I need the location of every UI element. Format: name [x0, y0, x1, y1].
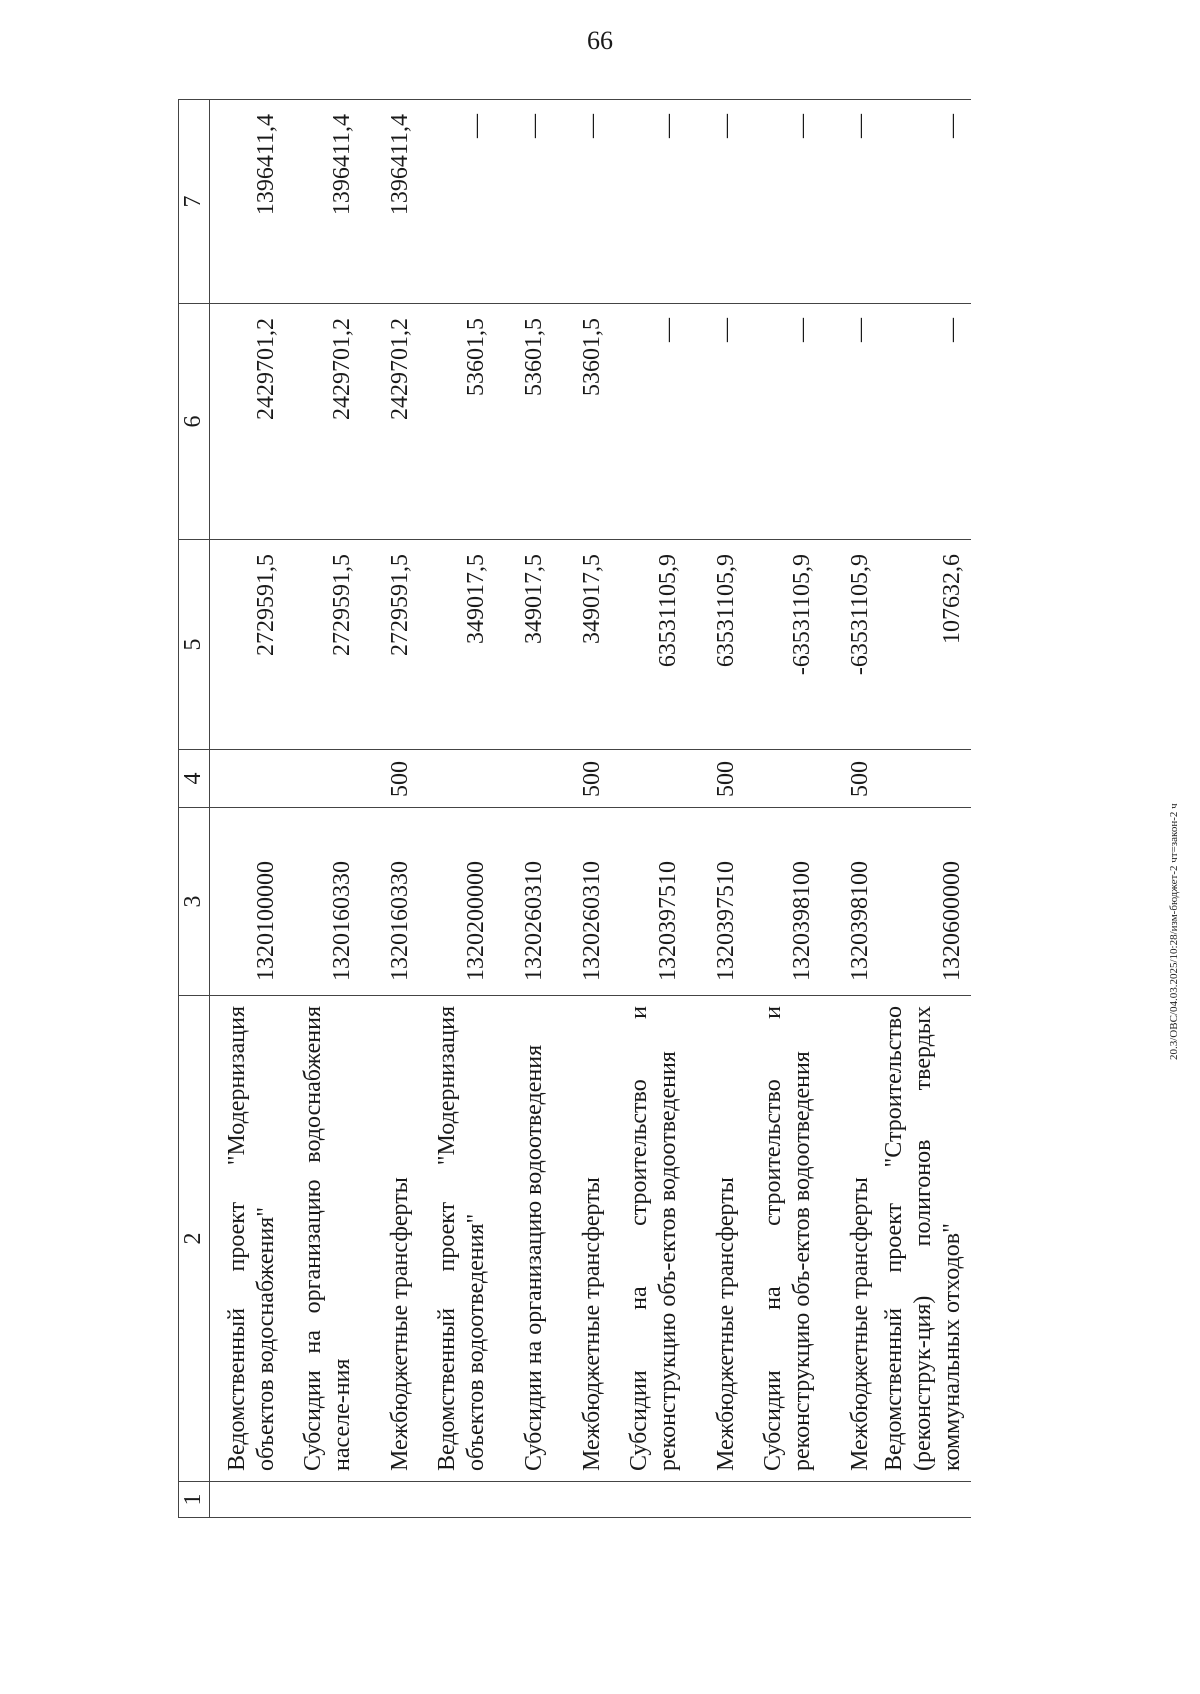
- cell-name: Субсидии на строительство и реконструкцию объ-ектов водоотведения: [746, 996, 822, 1482]
- header-col-6: 6: [179, 304, 210, 540]
- cell-amount-5: -63531105,9: [822, 540, 880, 750]
- cell-amount-5: 2729591,5: [286, 540, 362, 750]
- cell-name: Межбюджетные трансферты: [554, 996, 612, 1482]
- cell-amount-7: 1396411,4: [210, 100, 286, 304]
- cell-col-1: [688, 1482, 746, 1518]
- cell-amount-6: —: [688, 304, 746, 540]
- document-footer-stamp: 20.3/ОВС/04.03.2025/10:28/изм-бюджет-2 чт=закон-2 ч: [1168, 803, 1180, 1060]
- cell-name: Ведомственный проект "Модернизация объектов водоснабжения": [210, 996, 286, 1482]
- cell-code: 1320600000: [880, 808, 972, 996]
- cell-type: 500: [688, 750, 746, 808]
- cell-col-1: [286, 1482, 362, 1518]
- cell-code: 1320200000: [420, 808, 496, 996]
- cell-amount-6: 53601,5: [420, 304, 496, 540]
- cell-col-1: [496, 1482, 554, 1518]
- cell-amount-7: —: [880, 100, 972, 304]
- cell-type: 500: [362, 750, 420, 808]
- cell-amount-6: —: [822, 304, 880, 540]
- cell-amount-7: —: [420, 100, 496, 304]
- table-row: [612, 100, 688, 1518]
- cell-type: [612, 750, 688, 808]
- cell-amount-5: 107632,6: [880, 540, 972, 750]
- table-row: [420, 100, 496, 1518]
- cell-type: 500: [822, 750, 880, 808]
- header-col-1: 1: [179, 1482, 210, 1518]
- cell-col-1: [210, 1482, 286, 1518]
- header-col-4: 4: [179, 750, 210, 808]
- cell-type: [210, 750, 286, 808]
- cell-amount-7: 1396411,4: [286, 100, 362, 304]
- cell-amount-7: —: [496, 100, 554, 304]
- cell-amount-5: -63531105,9: [746, 540, 822, 750]
- cell-amount-6: —: [746, 304, 822, 540]
- cell-name: Субсидии на строительство и реконструкцию объ-ектов водоотведения: [612, 996, 688, 1482]
- cell-code: 1320160330: [362, 808, 420, 996]
- cell-col-1: [612, 1482, 688, 1518]
- cell-type: [880, 750, 972, 808]
- table-row: [688, 100, 746, 1518]
- cell-name: Ведомственный проект "Модернизация объектов водоотведения": [420, 996, 496, 1482]
- cell-code: 1320260310: [554, 808, 612, 996]
- cell-amount-7: —: [688, 100, 746, 304]
- cell-amount-7: —: [746, 100, 822, 304]
- cell-amount-7: 1396411,4: [362, 100, 420, 304]
- cell-amount-5: 349017,5: [554, 540, 612, 750]
- cell-amount-5: 63531105,9: [612, 540, 688, 750]
- cell-col-1: [554, 1482, 612, 1518]
- cell-amount-6: 2429701,2: [210, 304, 286, 540]
- cell-col-1: [420, 1482, 496, 1518]
- cell-amount-6: 2429701,2: [362, 304, 420, 540]
- cell-amount-7: —: [612, 100, 688, 304]
- cell-code: 1320260310: [496, 808, 554, 996]
- cell-amount-6: 53601,5: [496, 304, 554, 540]
- cell-code: 1320398100: [822, 808, 880, 996]
- cell-code: 1320100000: [210, 808, 286, 996]
- cell-name: Межбюджетные трансферты: [362, 996, 420, 1482]
- cell-name: Субсидии на организацию водоотведения: [496, 996, 554, 1482]
- cell-name: Межбюджетные трансферты: [688, 996, 746, 1482]
- cell-type: [746, 750, 822, 808]
- header-col-2: 2: [179, 996, 210, 1482]
- cell-amount-6: 53601,5: [554, 304, 612, 540]
- cell-col-1: [362, 1482, 420, 1518]
- cell-amount-5: 2729591,5: [362, 540, 420, 750]
- header-row: [179, 100, 210, 1518]
- cell-amount-6: —: [880, 304, 972, 540]
- cell-code: 1320398100: [746, 808, 822, 996]
- cell-amount-7: —: [822, 100, 880, 304]
- page-number: 66: [587, 26, 613, 55]
- table-row: [286, 100, 362, 1518]
- table-row: [822, 100, 880, 1518]
- table-row: [554, 100, 612, 1518]
- cell-code: 1320397510: [688, 808, 746, 996]
- table-row: [210, 100, 286, 1518]
- cell-name: Межбюджетные трансферты: [822, 996, 880, 1482]
- table-row: [496, 100, 554, 1518]
- cell-amount-5: 63531105,9: [688, 540, 746, 750]
- header-col-3: 3: [179, 808, 210, 996]
- cell-name: Ведомственный проект "Строительство (реконструк-ция) полигонов твердых коммунальных отходов": [880, 996, 972, 1482]
- budget-table: [178, 99, 971, 1518]
- cell-amount-5: 349017,5: [496, 540, 554, 750]
- cell-amount-5: 349017,5: [420, 540, 496, 750]
- cell-col-1: [880, 1482, 972, 1518]
- cell-type: [420, 750, 496, 808]
- table-row: [746, 100, 822, 1518]
- header-col-5: 5: [179, 540, 210, 750]
- cell-code: 1320397510: [612, 808, 688, 996]
- cell-col-1: [822, 1482, 880, 1518]
- table-row: [880, 100, 972, 1518]
- cell-code: 1320160330: [286, 808, 362, 996]
- cell-type: [286, 750, 362, 808]
- cell-name: Субсидии на организацию водоснабжения населе-ния: [286, 996, 362, 1482]
- cell-type: 500: [554, 750, 612, 808]
- cell-amount-6: —: [612, 304, 688, 540]
- rotated-table-container: [178, 100, 1098, 1518]
- cell-amount-7: —: [554, 100, 612, 304]
- header-col-7: 7: [179, 100, 210, 304]
- cell-amount-6: 2429701,2: [286, 304, 362, 540]
- cell-col-1: [746, 1482, 822, 1518]
- table-row: [362, 100, 420, 1518]
- cell-amount-5: 2729591,5: [210, 540, 286, 750]
- cell-type: [496, 750, 554, 808]
